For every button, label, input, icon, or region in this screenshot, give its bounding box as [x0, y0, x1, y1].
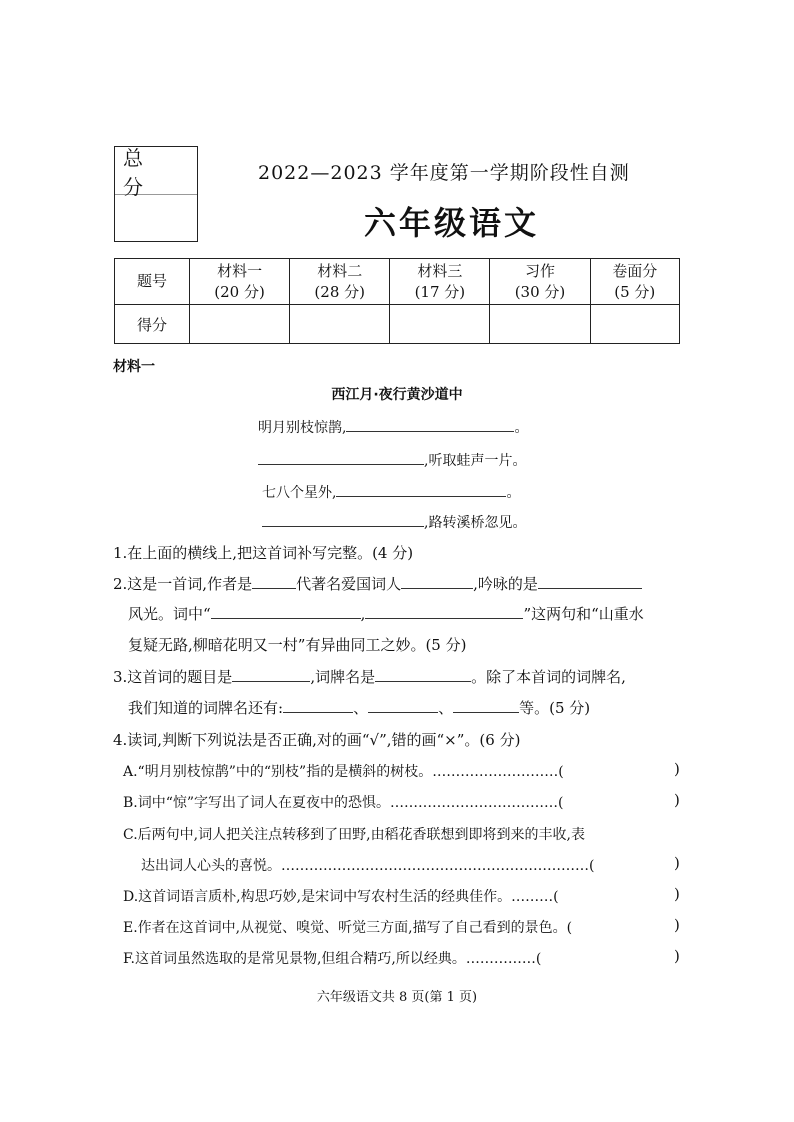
option-e: E.作者在这首词中,从视觉、嗅觉、听觉三方面,描写了自己看到的景色。( — [123, 920, 573, 936]
poem-title: 西江月·夜行黄沙道中 — [331, 387, 463, 403]
option-d-answer[interactable]: ) — [674, 885, 680, 903]
score-row-label: 得分 — [115, 305, 190, 344]
score-table-score-row — [115, 305, 680, 344]
answer-blank[interactable] — [336, 482, 506, 497]
answer-blank[interactable] — [211, 604, 361, 619]
total-score-label: 总 分 — [115, 147, 197, 195]
poem-line-1 — [258, 417, 528, 437]
question-2-line-1: 2.这是一首词,作者是 代著名爱国词人 ,吟咏的是 — [113, 573, 642, 594]
option-f-answer[interactable]: ) — [674, 947, 680, 965]
answer-blank[interactable] — [538, 574, 642, 589]
poem-line-2 — [258, 450, 526, 470]
poem-text: ,路转溪桥忽见。 — [424, 515, 527, 531]
poem-text: ,听取蛙声一片。 — [424, 453, 527, 469]
option-f: F.这首词虽然选取的是常见景物,但组合精巧,所以经典。……………( — [123, 951, 542, 967]
option-b: B.词中“惊”字写出了词人在夏夜中的恐惧。………………………………( — [123, 795, 564, 811]
answer-blank[interactable] — [346, 417, 514, 432]
option-d: D.这首词语言质朴,构思巧妙,是宋词中写农村生活的经典佳作。………( — [123, 889, 559, 905]
answer-blank[interactable] — [262, 512, 424, 527]
option-c-answer[interactable]: ) — [674, 854, 680, 872]
answer-blank[interactable] — [453, 698, 519, 713]
score-table-header-cell: 材料三 (17 分) — [390, 259, 490, 305]
answer-blank[interactable] — [232, 667, 310, 682]
score-table-header-cell: 材料一 (20 分) — [190, 259, 290, 305]
option-c-line-1: C.后两句中,词人把关注点转移到了田野,由稻花香联想到即将到来的丰收,表 — [123, 827, 586, 843]
answer-blank[interactable] — [252, 574, 296, 589]
score-table — [114, 258, 680, 344]
answer-blank[interactable] — [258, 450, 424, 465]
poem-text: 明月别枝惊鹊, — [258, 420, 347, 436]
exam-subtitle: 2022—2023 学年度第一学期阶段性自测 — [258, 162, 630, 184]
option-a: A.“明月别枝惊鹊”中的“别枝”指的是横斜的树枝。………………………( — [123, 764, 564, 780]
answer-blank[interactable] — [368, 698, 438, 713]
answer-blank[interactable] — [365, 604, 523, 619]
question-2-line-3: 复疑无路,柳暗花明又一村”有异曲同工之妙。(5 分) — [128, 636, 467, 654]
question-1: 1.在上面的横线上,把这首词补写完整。(4 分) — [113, 544, 414, 562]
option-c-line-2: 达出词人心头的喜悦。…………………………………………………………( — [141, 858, 595, 874]
option-b-answer[interactable]: ) — [674, 791, 680, 809]
score-input-cell[interactable] — [590, 305, 679, 344]
score-input-cell[interactable] — [290, 305, 390, 344]
score-table-header-cell: 题号 — [115, 259, 190, 305]
score-table-header-cell: 卷面分 (5 分) — [590, 259, 679, 305]
question-2-line-2: 风光。词中“ , ”这两句和“山重水 — [128, 605, 644, 623]
score-table-header-row — [115, 259, 680, 305]
total-score-field[interactable] — [115, 195, 197, 241]
exam-title: 六年级语文 — [364, 204, 540, 242]
score-table-header-cell: 习作 (30 分) — [490, 259, 590, 305]
answer-blank[interactable] — [375, 667, 471, 682]
question-4: 4.读词,判断下列说法是否正确,对的画“√”,错的画“×”。(6 分) — [113, 731, 521, 749]
answer-blank[interactable] — [401, 574, 473, 589]
question-3-line-2: 我们知道的词牌名还有: 、 、 等。(5 分) — [128, 699, 591, 717]
score-table-header-cell: 材料二 (28 分) — [290, 259, 390, 305]
score-input-cell[interactable] — [390, 305, 490, 344]
poem-text: 。 — [506, 485, 521, 501]
poem-text: 。 — [514, 420, 529, 436]
section-label: 材料一 — [113, 359, 155, 375]
poem-line-4 — [262, 512, 526, 532]
score-input-cell[interactable] — [490, 305, 590, 344]
poem-text: 七八个星外, — [262, 485, 337, 501]
total-score-box — [114, 146, 198, 242]
question-3-line-1: 3.这首词的题目是 ,词牌名是 。除了本首词的词牌名, — [113, 668, 626, 686]
option-a-answer[interactable]: ) — [674, 760, 680, 778]
option-e-answer[interactable]: ) — [674, 916, 680, 934]
answer-blank[interactable] — [283, 698, 353, 713]
poem-line-3 — [262, 482, 520, 502]
page-footer: 六年级语文共 8 页(第 1 页) — [316, 990, 478, 1005]
score-input-cell[interactable] — [190, 305, 290, 344]
